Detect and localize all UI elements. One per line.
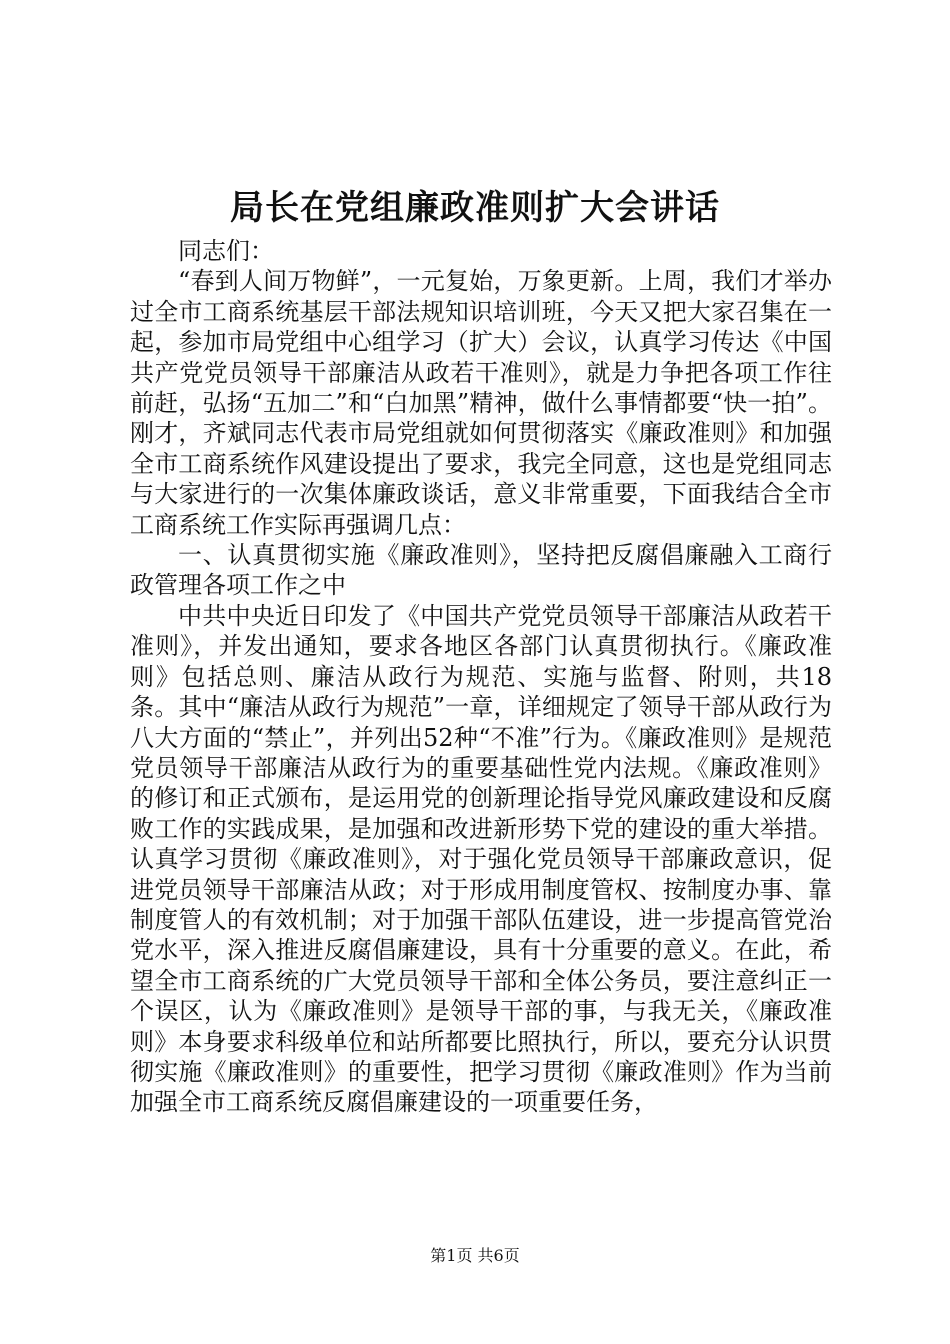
section-heading-1: 一、认真贯彻实施《廉政准则》，坚持把反腐倡廉融入工商行政管理各项工作之中 [130,541,832,600]
greeting: 同志们： [178,237,274,265]
document-body [130,236,832,1118]
paragraph-section-1: 中共中央近日印发了《中国共产党党员领导干部廉洁从政若干准则》，并发出通知，要求各地区各部门认真贯彻执行。《廉政准则》包括总则、廉洁从政行为规范、实施与监督、附则，共18条。其中“廉洁从政行为规范”一章，详细规定了领导干部从政行为八大方面的“禁止”，并列出52种“不准”行为。《廉政准则》是规范党员领导干部廉洁从政行为的重要基础性党内法规。《廉政准则》的修订和正式颁布，是运用党的创新理论指导党风廉政建设和反腐败工作的实践成果，是加强和改进新形势下党的建设的重大举措。认真学习贯彻《廉政准则》，对于强化党员领导干部廉政意识，促进党员领导干部廉洁从政；对于形成用制度管权、按制度办事、靠制度管人的有效机制；对于加强干部队伍建设，进一步提高管党治党水平，深入推进反腐倡廉建设，具有十分重要的意义。在此，希望全市工商系统的广大党员领导干部和全体公务员，要注意纠正一个误区，认为《廉政准则》是领导干部的事，与我无关，《廉政准则》本身要求科级单位和站所都要比照执行，所以，要充分认识贯彻实施《廉政准则》的重要性，把学习贯彻《廉政准则》作为当前加强全市工商系统反腐倡廉建设的一项重要任务， [130,601,832,1117]
page-number-footer: 第1页 共6页 [430,1246,520,1265]
document-title: 局长在党组廉政准则扩大会讲话 [230,188,720,228]
paragraph-intro: “春到人间万物鲜”，一元复始，万象更新。上周，我们才举办过全市工商系统基层干部法规知识培训班，今天又把大家召集在一起，参加市局党组中心组学习（扩大）会议，认真学习传达《中国共产党党员领导干部廉洁从政若干准则》，就是力争把各项工作往前赶，弘扬“五加二”和“白加黑”精神，做什么事情都要“快一拍”。刚才，齐斌同志代表市局党组就如何贯彻落实《廉政准则》和加强全市工商系统作风建设提出了要求，我完全同意，这也是党组同志与大家进行的一次集体廉政谈话，意义非常重要，下面我结合全市工商系统工作实际再强调几点： [130,267,832,539]
